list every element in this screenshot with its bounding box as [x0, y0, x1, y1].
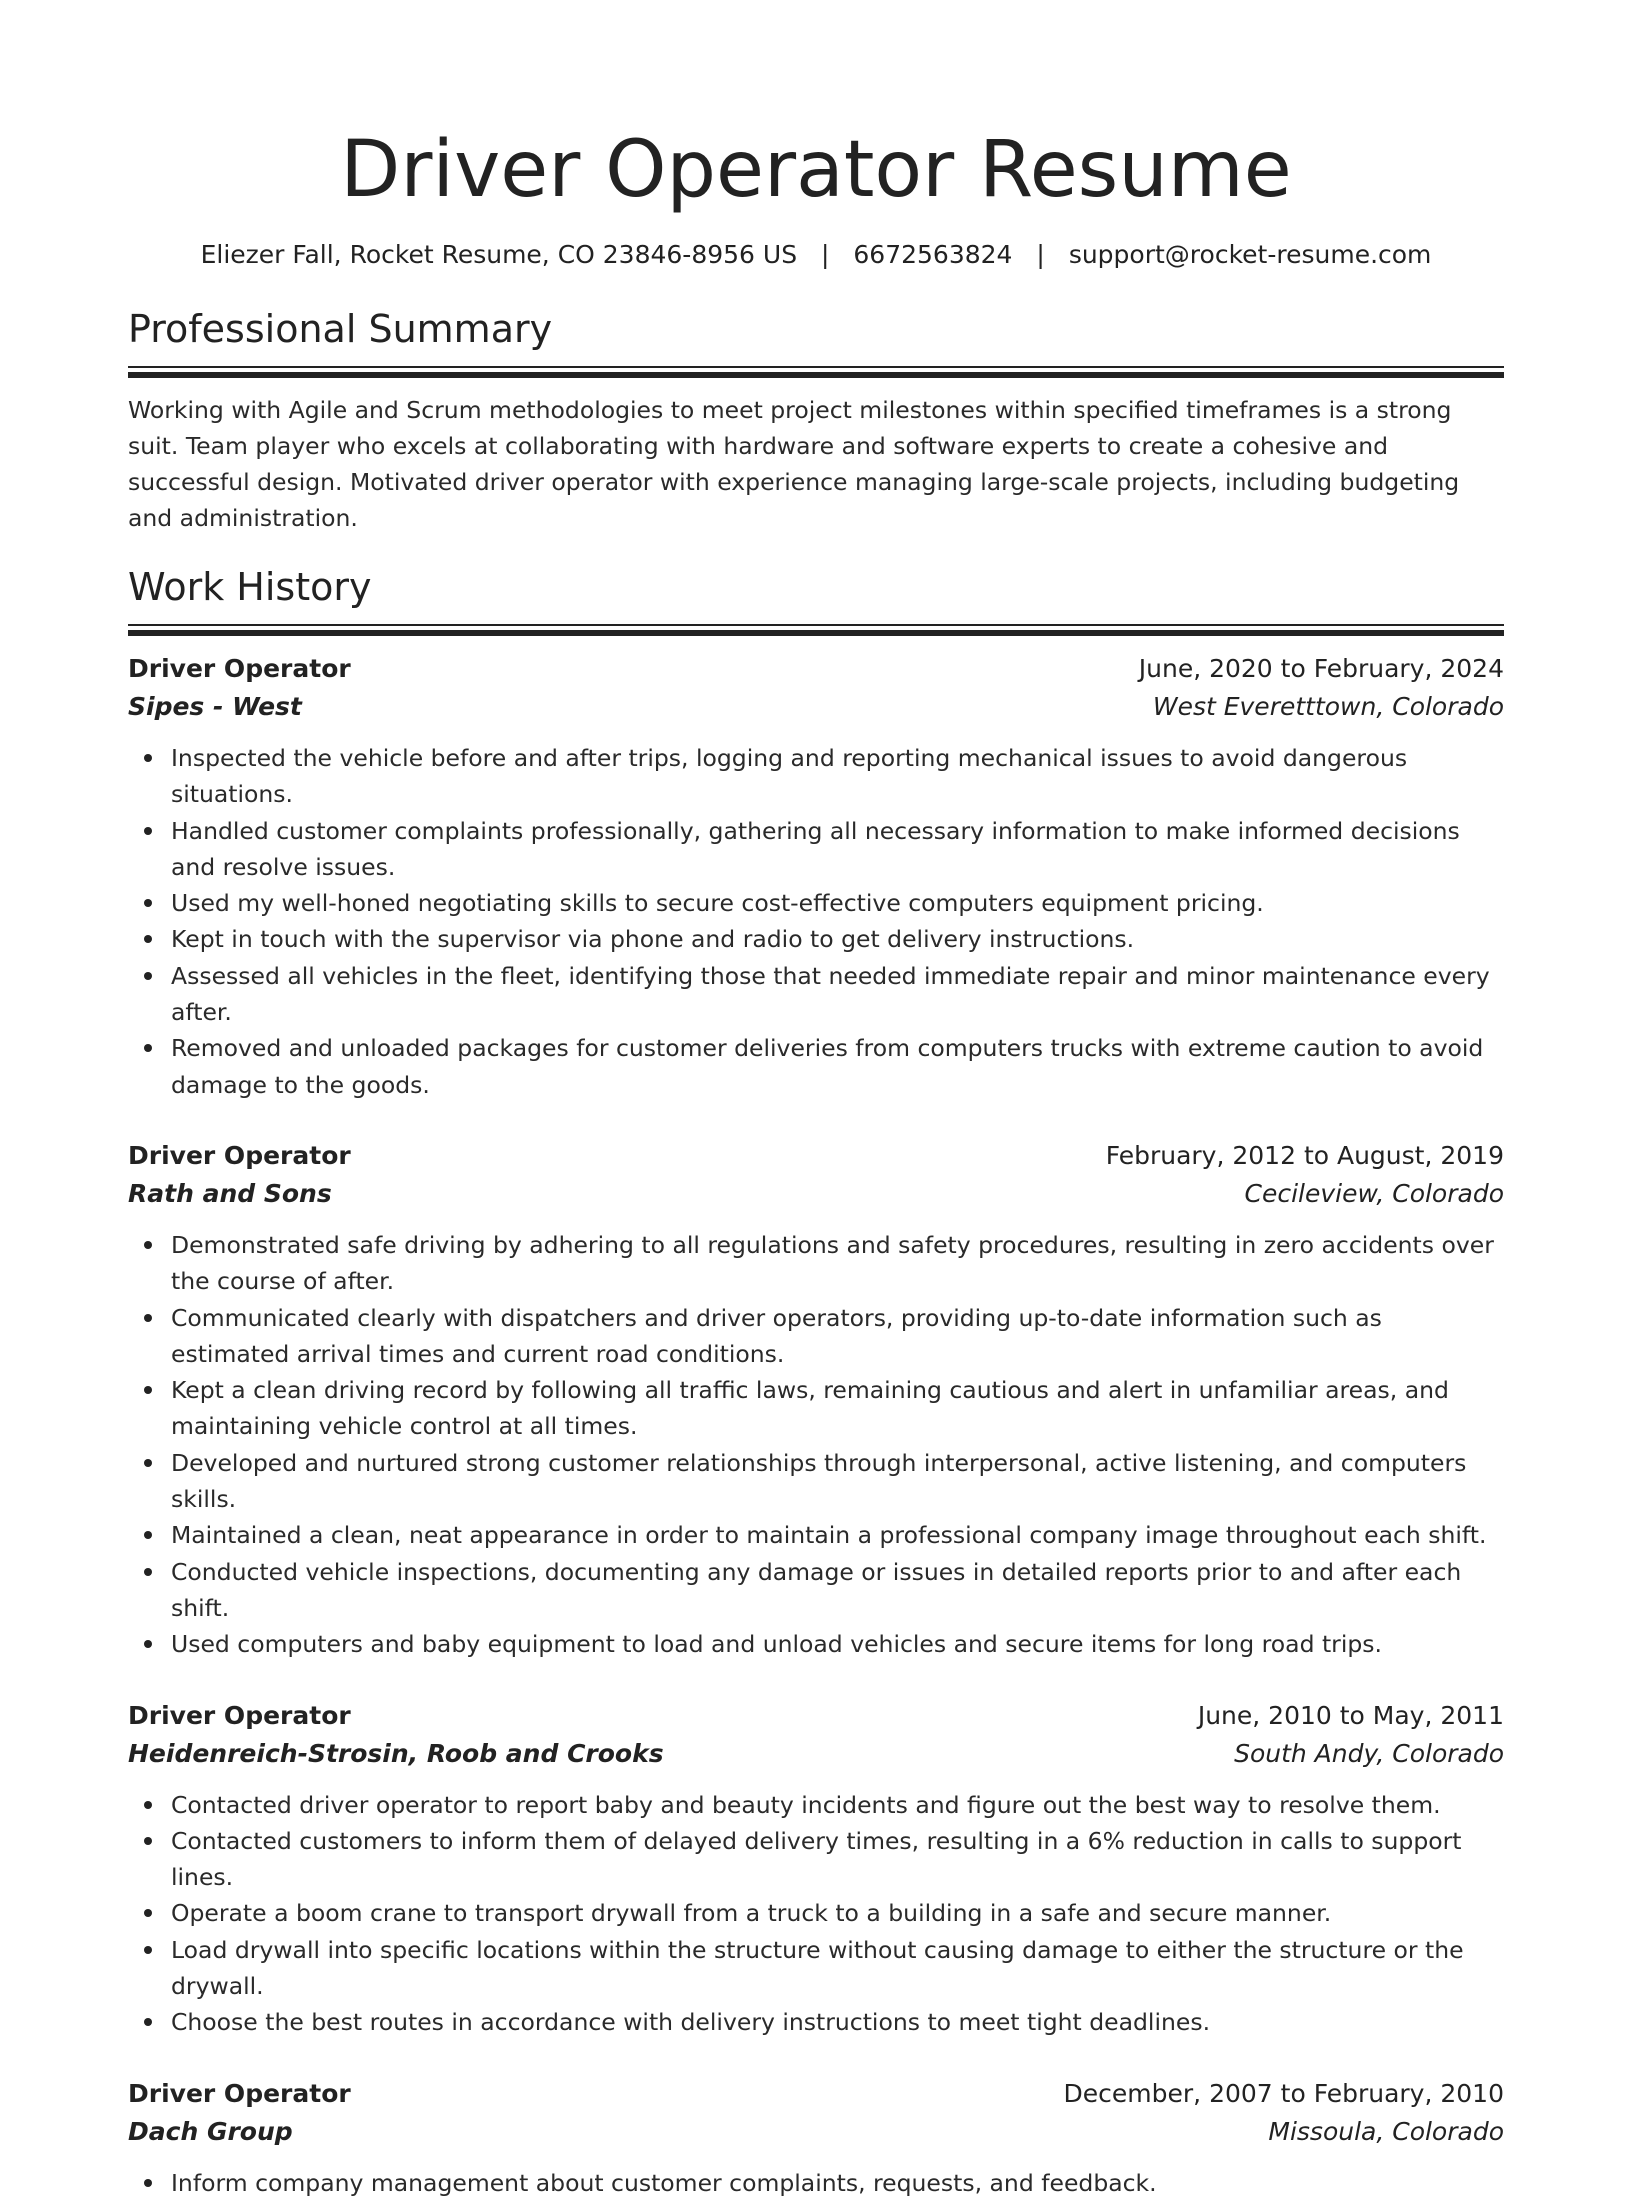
section-heading-summary: Professional Summary: [128, 307, 553, 351]
job-entry: [128, 1137, 1504, 1663]
job-location: West Everetttown, Colorado: [1152, 692, 1504, 721]
job-entry: [128, 1697, 1504, 2041]
work-history-section: [128, 562, 1504, 2201]
job-dates: June, 2020 to February, 2024: [1138, 654, 1504, 683]
professional-summary-section: [128, 304, 1504, 536]
job-bullet-list: [128, 1227, 1504, 1663]
job-bullet: Developed and nurtured strong customer relationships through interpersonal, active listening, and computers skills.: [171, 1445, 1504, 1518]
job-bullet: Maintained a clean, neat appearance in order to maintain a professional company image throughout each shift.: [171, 1517, 1504, 1553]
job-title: Driver Operator: [128, 2078, 351, 2108]
job-bullet: Handled customer complaints professionally, gathering all necessary information to make informed decisions and resolve issues.: [171, 813, 1504, 886]
job-company: Heidenreich-Strosin, Roob and Crooks: [128, 1738, 664, 1768]
job-entry: [128, 2075, 1504, 2201]
job-location: Missoula, Colorado: [1268, 2116, 1504, 2146]
job-bullet: Operate a boom crane to transport drywall from a truck to a building in a safe and secure manner.: [171, 1895, 1504, 1931]
section-heading-work-history: Work History: [128, 565, 372, 609]
job-bullet: Choose the best routes in accordance with delivery instructions to meet tight deadlines.: [171, 2004, 1504, 2040]
job-bullet: Used computers and baby equipment to load and unload vehicles and secure items for long road trips.: [171, 1626, 1504, 1662]
job-company: Rath and Sons: [128, 1178, 332, 1208]
job-title: Driver Operator: [128, 654, 351, 683]
job-bullet-list: [128, 1787, 1504, 2041]
job-bullet: Removed and unloaded packages for customer deliveries from computers trucks with extreme caution to avoid damage to the goods.: [171, 1030, 1504, 1103]
job-location: Cecileview, Colorado: [1244, 1178, 1504, 1208]
page-title: Driver Operator Resume: [340, 125, 1292, 215]
job-location: South Andy, Colorado: [1234, 1738, 1504, 1768]
job-bullet: Contacted driver operator to report baby and beauty incidents and figure out the best way to resolve them.: [171, 1787, 1504, 1823]
contact-email: support@rocket-resume.com: [1068, 240, 1432, 269]
job-bullet: Assessed all vehicles in the fleet, identifying those that needed immediate repair and minor maintenance every after.: [171, 958, 1504, 1031]
job-bullet: Kept a clean driving record by following all traffic laws, remaining cautious and alert in unfamiliar areas, and maintaining vehicle control at all times.: [171, 1372, 1504, 1445]
job-bullet: Contacted customers to inform them of delayed delivery times, resulting in a 6% reduction in calls to support lines.: [171, 1823, 1504, 1896]
job-company: Sipes - West: [128, 692, 302, 721]
job-bullet-list: [128, 740, 1504, 1103]
contact-line: [128, 238, 1504, 272]
contact-separator: |: [821, 240, 830, 269]
job-company: Dach Group: [128, 2116, 293, 2146]
contact-separator: |: [1036, 240, 1045, 269]
section-divider: [128, 366, 1504, 378]
job-bullet: Conducted vehicle inspections, documenting any damage or issues in detailed reports prior to and after each shift.: [171, 1554, 1504, 1627]
job-bullet: Communicated clearly with dispatchers and driver operators, providing up-to-date information such as estimated arrival times and current road conditions.: [171, 1300, 1504, 1373]
job-dates: June, 2010 to May, 2011: [1197, 1700, 1504, 1730]
job-bullet: Inform company management about customer complaints, requests, and feedback.: [171, 2165, 1504, 2201]
job-bullet: Demonstrated safe driving by adhering to all regulations and safety procedures, resulting in zero accidents over the course of after.: [171, 1227, 1504, 1300]
section-divider: [128, 624, 1504, 636]
contact-address: Eliezer Fall, Rocket Resume, CO 23846-8956 US: [200, 240, 798, 269]
job-title: Driver Operator: [128, 1700, 351, 1730]
job-title: Driver Operator: [128, 1140, 351, 1170]
summary-text: Working with Agile and Scrum methodologies to meet project milestones within specified timeframes is a strong suit. Team player who excels at collaborating with hardware and software experts to create a cohesive and successful design. Motivated driver operator with experience managing large-scale projects, including budgeting and administration.: [128, 396, 1460, 532]
job-bullet: Used my well-honed negotiating skills to secure cost-effective computers equipment pricing.: [171, 885, 1504, 921]
job-bullet: Kept in touch with the supervisor via phone and radio to get delivery instructions.: [171, 921, 1504, 957]
job-dates: December, 2007 to February, 2010: [1063, 2078, 1504, 2108]
job-entry: [128, 650, 1504, 1103]
job-bullet: Inspected the vehicle before and after trips, logging and reporting mechanical issues to avoid dangerous situations.: [171, 740, 1504, 813]
job-bullet: Load drywall into specific locations within the structure without causing damage to either the structure or the drywall.: [171, 1932, 1504, 2005]
contact-phone: 6672563824: [853, 240, 1013, 269]
job-dates: February, 2012 to August, 2019: [1105, 1140, 1504, 1170]
job-bullet-list: [128, 2165, 1504, 2201]
